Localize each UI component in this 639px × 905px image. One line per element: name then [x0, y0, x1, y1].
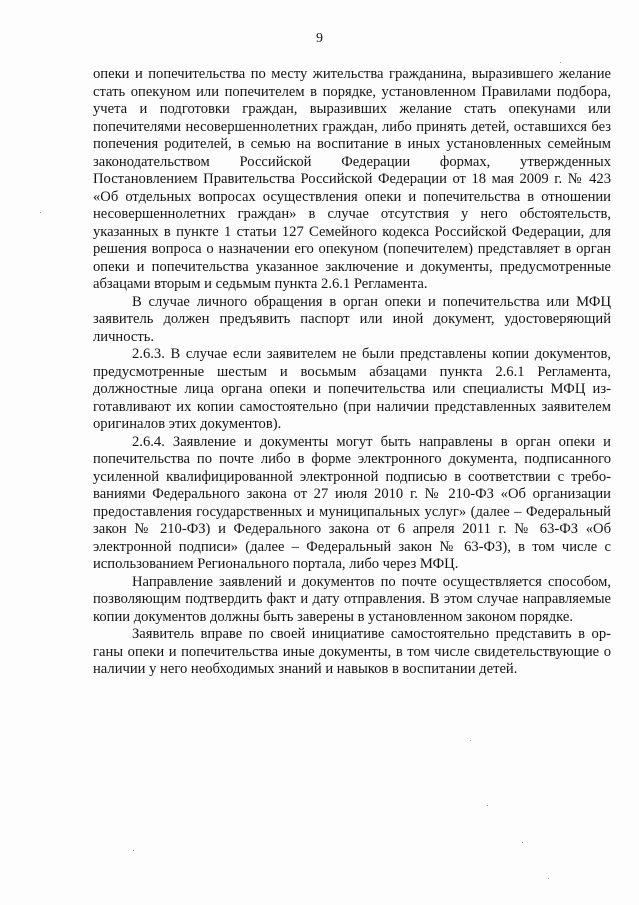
page-number: 9	[316, 31, 323, 46]
paragraph-postal-submission: Направление заявлений и документов по почте осуществляется способом, позволяющим подтвердить факт и дату отправления. В этом случае направляемые копии документов должны быть заверены в установленном законом порядке.	[93, 573, 611, 625]
document-body	[93, 66, 611, 679]
paragraph-2-6-4: 2.6.4. Заявление и документы могут быть направлены в орган опеки и попечительства по почте либо в форме электронного документа, подписанного усиленной квалифицированной электронной подписью в соответствии с требованиями Федерального закона от 27 июля 2010 г. № 210-ФЗ «Об организации предоставления государственных и муниципальных услуг» (далее – Федеральный закон № 210-ФЗ) и Федерального закона от 6 апреля 2011 г. № 63-ФЗ «Об электронной подписи» (далее – Федеральный закон № 63-ФЗ), в том числе с использованием Регионального портала, либо через МФЦ.	[93, 433, 611, 572]
paragraph-additional-documents: Заявитель вправе по своей инициативе самостоятельно представить в органы опеки и попечительства иные документы, в том числе свидетельствующие о наличии у него необходимых знаний и навыков в воспитании детей.	[93, 626, 611, 677]
paragraph-2-6-3: 2.6.3. В случае если заявителем не были представлены копии документов, предусмотренные шестым и восьмым абзацами пункта 2.6.1 Регламента, должностные лица органа опеки и попечительства или специалисты МФЦ изготавливают их копии самостоятельно (при наличии представленных заявителем оригиналов этих документов).	[93, 346, 611, 432]
paragraph-guardianship-conclusion: опеки и попечительства по месту жительства гражданина, выразившего желание стать опекуном или попечителем в порядке, установленном Правилами подбора, учета и подготовки граждан, выразивших желание стать опекунами или попечителями несовершеннолетних граждан, либо принять детей, оставшихся без попечения родителей, в семью на воспитание в иных установленных семейным законодательством Российской Федерации формах, утвержденных Постановлением Правительства Российской Федерации от 18 мая 2009 г. № 423 «Об отдельных вопросах осуществления опеки и попечительства в отношении несовершеннолетних граждан» в случае отсутствия у него обстоятельств, указанных в пункте 1 статьи 127 Семейного кодекса Российской Федерации, для решения вопроса о назначении его опекуном (попечителем) представляет в орган опеки и попечительства указанное заключение и документы, предусмотренные абзацами вторым и седьмым пункта 2.6.1 Регламента.	[93, 66, 611, 292]
paragraph-personal-visit: В случае личного обращения в орган опеки и попечительства или МФЦ заявитель должен предъявить паспорт или иной документ, удостоверяющий личность.	[93, 293, 611, 345]
